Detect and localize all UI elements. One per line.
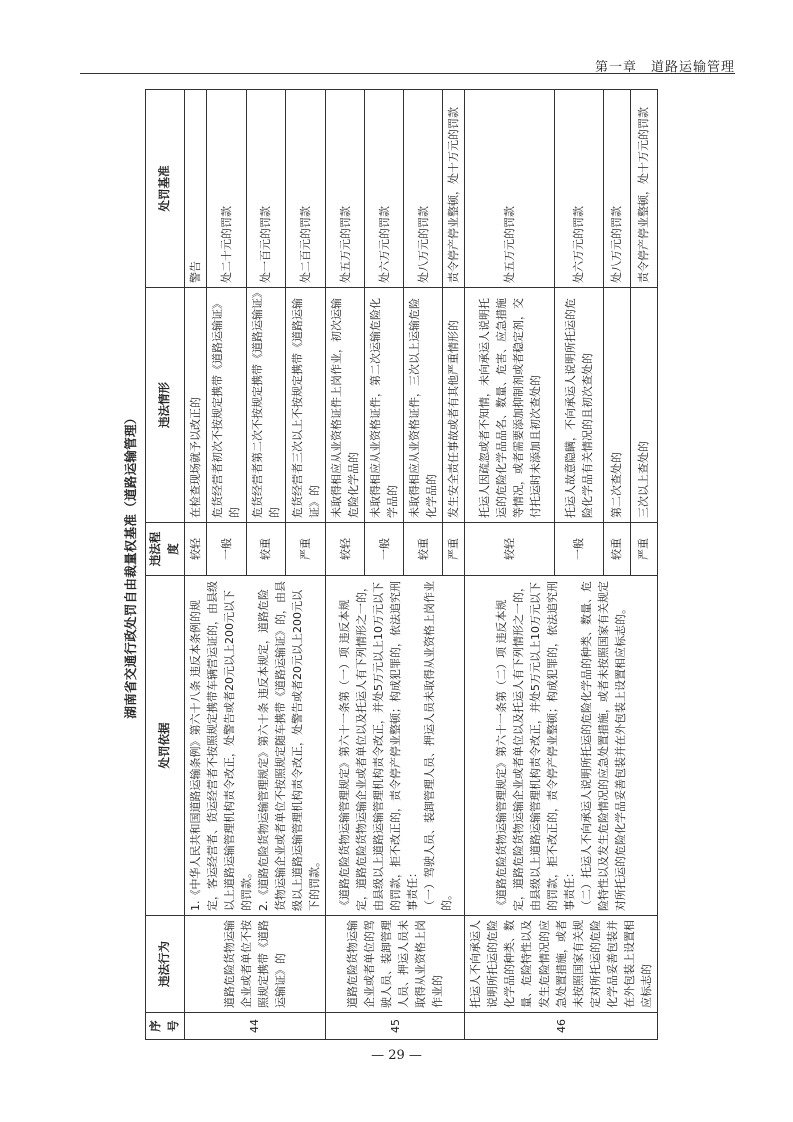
- violation-act: 道路危险货物运输企业或者单位不按照规定携带《道路运输证》的: [184, 916, 325, 1013]
- violation-degree: 一般: [555, 523, 603, 576]
- penalty-standard: 处八万元的罚款: [404, 90, 443, 288]
- row-number: 45: [326, 1013, 465, 1040]
- penalty-basis: [465, 576, 658, 916]
- violation-degree: 较轻: [184, 523, 206, 576]
- penalty-standard: 处二百元的罚款: [286, 90, 326, 288]
- violation-degree: 较重: [603, 523, 630, 576]
- header-rule: [80, 73, 735, 74]
- basis-paragraph: 《道路危险货物运输管理规定》第六十一条第（一）项 违反本规定，道路危险货物运输企业或者单位以及托运人有下列情形之一的，由县级以上道路运输管理机构责令改正，并处5万元以上10万元以下的罚款，拒不改正的，责令停产停业整顿；构成犯罪的，依法追究刑事责任：: [337, 581, 419, 911]
- penalty-standard: 处二十元的罚款: [206, 90, 246, 288]
- header-basis: 处罚依据: [146, 576, 185, 916]
- violation-situation: 未取得相应从业资格证件，三次以上运输危险化学品的: [404, 288, 443, 523]
- violation-degree: 严重: [443, 523, 465, 576]
- penalty-standard-table: [145, 89, 658, 1040]
- row-number: 46: [465, 1013, 658, 1040]
- violation-degree: 一般: [365, 523, 404, 576]
- basis-paragraph: 2.《道路危险货物运输管理规定》第六十条 违反本规定，道路危险货物运输企业或者单位不按照规定随车携带《道路运输证》的，由县级以上道路运输管理机构责令改正，处警告或者20元以上200元以下的罚款。: [256, 581, 321, 911]
- header-degree: 违法程度: [146, 523, 185, 576]
- violation-situation: 发生安全责任事故或者有其他严重情形的: [443, 288, 465, 523]
- basis-paragraph: 《道路危险货物运输管理规定》第六十一条第（二）项 违反本规定，道路危险货物运输企业或者单位以及托运人有下列情形之一的，由县级以上道路运输管理机构责令改正，并处5万元以上10万元以下的罚款，拒不改正的，责令停产停业整顿；构成犯罪的，依法追究刑事责任：: [494, 581, 577, 911]
- violation-degree: 严重: [286, 523, 326, 576]
- penalty-basis: [184, 576, 325, 916]
- penalty-standard: 处一百元的罚款: [246, 90, 286, 288]
- penalty-standard: 处五万元的罚款: [326, 90, 365, 288]
- table-row: [465, 90, 555, 1040]
- table-title: 湖南省交通行政处罚自由裁量权基准（道路运输管理）: [123, 411, 138, 719]
- violation-situation: 未取得相应从业资格证件，第二次运输危险化学品的: [365, 288, 404, 523]
- violation-situation: 托运人故意隐瞒，不向承运人说明所托运的危险化学品有关情况的且初次查处的: [555, 288, 603, 523]
- violation-act: 道路危险货物运输企业或者单位的驾驶人员、装卸管理人员、押运人员未取得从业资格上岗作业的: [326, 916, 465, 1013]
- penalty-standard: 警告: [184, 90, 206, 288]
- basis-paragraph: 1.《中华人民共和国道路运输条例》第六十八条 违反本条例的规定，客运经营者、货运经营者不按照规定携带车辆营运证的，由县级以上道路运输管理机构责令改正，处警告或者20元以上200元以下的罚款。: [188, 581, 253, 911]
- header-situation: 违法情形: [146, 288, 185, 523]
- header-standard: 处罚基准: [146, 90, 185, 288]
- penalty-basis: [326, 576, 465, 916]
- rotated-table-region: [117, 90, 691, 1040]
- violation-situation: 危货经营者初次不按规定携带《道路运输证》的: [206, 288, 246, 523]
- page-number: — 29 —: [371, 1048, 422, 1063]
- penalty-standard: 处五万元的罚款: [465, 90, 555, 288]
- table-row: [326, 90, 365, 1040]
- violation-degree: 较重: [246, 523, 286, 576]
- penalty-standard: 责令停产停业整顿，处十万元的罚款: [443, 90, 465, 288]
- violation-degree: 较重: [404, 523, 443, 576]
- violation-degree: 严重: [630, 523, 657, 576]
- violation-situation: 在检查现场就予以改正的: [184, 288, 206, 523]
- penalty-standard: 处六万元的罚款: [365, 90, 404, 288]
- violation-situation: 危货经营者三次以上不按规定携带《道路运输证》的: [286, 288, 326, 523]
- violation-situation: 第二次查处的: [603, 288, 630, 523]
- row-number: 44: [184, 1013, 325, 1040]
- violation-situation: 托运人因疏忽或者不知情，未向承运人说明托运的危险化学品品名、数量、危害、应急措施等情况，或者需要添加抑制剂或者稳定剂，交付托运时未添加且初次查处的: [465, 288, 555, 523]
- basis-paragraph: （一）驾驶人员、装卸管理人员、押运人员未取得从业资格上岗作业的。: [422, 581, 453, 911]
- violation-situation: 三次以上查处的: [630, 288, 657, 523]
- basis-paragraph: （二）托运人不向承运人说明所托运的危险化学品的种类、数量、危险特性以及发生危险情况的应急处置措施，或者未按照国家有关规定对所托运的危险化学品妥善包装并在外包装上设置相应标志的。: [580, 581, 628, 911]
- table-row: [184, 90, 206, 1040]
- violation-degree: 较轻: [465, 523, 555, 576]
- table-header-row: [146, 90, 185, 1040]
- penalty-standard: 处八万元的罚款: [603, 90, 630, 288]
- header-no: 序号: [146, 1013, 185, 1040]
- penalty-standard: 处六万元的罚款: [555, 90, 603, 288]
- violation-act: 托运人不向承运人说明所托运的危险化学品的种类、数量、危险特性以及发生危险情况的应急处置措施，或者未按照国家有关规定对所托运的危险化学品妥善包装并在外包装上设置相应标志的: [465, 916, 658, 1013]
- violation-situation: 未取得相应从业资格证件上岗作业，初次运输危险化学品的: [326, 288, 365, 523]
- penalty-standard: 责令停产停业整顿，处十万元的罚款: [630, 90, 657, 288]
- violation-degree: 较轻: [326, 523, 365, 576]
- header-act: 违法行为: [146, 916, 185, 1013]
- violation-situation: 危货经营者第二次不按规定携带《道路运输证》的: [246, 288, 286, 523]
- violation-degree: 一般: [206, 523, 246, 576]
- chapter-header: 第一章 道路运输管理: [594, 60, 735, 75]
